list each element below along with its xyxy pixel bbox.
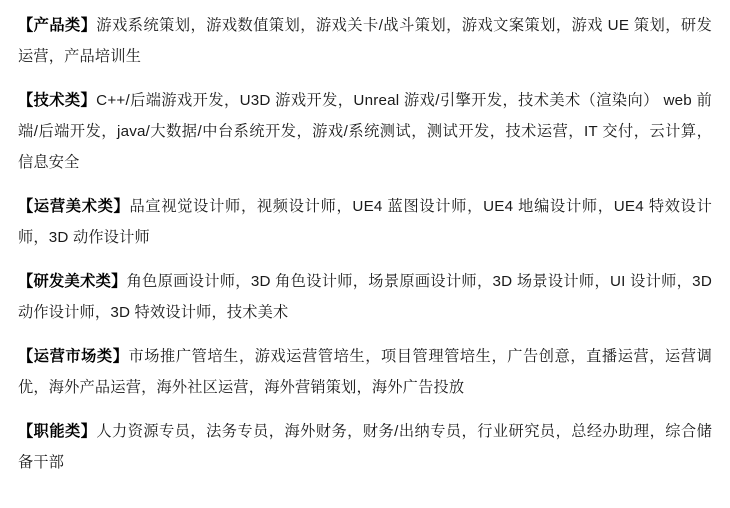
section-operations-market (18, 341, 712, 403)
category-label: 【研发美术类】 (18, 273, 127, 290)
section-technology (18, 85, 712, 178)
section-rnd-art (18, 266, 712, 328)
section-functional (18, 416, 712, 478)
section-operations-art (18, 191, 712, 253)
category-items: 游戏系统策划，游戏数值策划，游戏关卡/战斗策划，游戏文案策划，游戏 UE 策划，研发运营，产品培训生 (18, 17, 712, 65)
category-items: 品宣视觉设计师，视频设计师，UE4 蓝图设计师，UE4 地编设计师，UE4 特效设计师，3D 动作设计师 (18, 198, 712, 246)
category-label: 【技术类】 (18, 92, 97, 109)
category-items: 角色原画设计师，3D 角色设计师，场景原画设计师，3D 场景设计师，UI 设计师，3D 动作设计师，3D 特效设计师，技术美术 (18, 273, 712, 321)
category-items: C++/后端游戏开发，U3D 游戏开发，Unreal 游戏/引擎开发，技术美术（渲染向） web 前端/后端开发，java/大数据/中台系统开发，游戏/系统测试，测试开发，技术运营，IT 交付，云计算，信息安全 (18, 92, 712, 171)
section-product (18, 10, 712, 72)
category-label: 【产品类】 (18, 17, 97, 34)
category-label: 【运营市场类】 (18, 348, 129, 365)
category-label: 【运营美术类】 (18, 198, 130, 215)
category-items: 市场推广管培生，游戏运营管培生，项目管理管培生，广告创意，直播运营，运营调优，海外产品运营，海外社区运营，海外营销策划，海外广告投放 (18, 348, 713, 396)
category-label: 【职能类】 (18, 423, 97, 440)
category-items: 人力资源专员，法务专员，海外财务，财务/出纳专员，行业研究员，总经办助理，综合储备干部 (18, 423, 713, 471)
